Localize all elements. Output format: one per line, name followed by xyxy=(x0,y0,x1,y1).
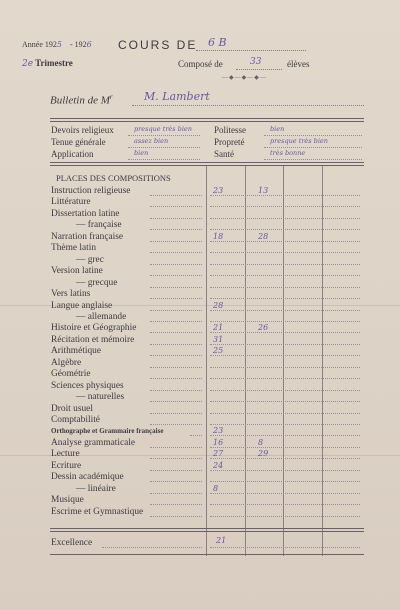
excellence-label: Excellence xyxy=(51,538,93,548)
course-value: 6 B xyxy=(208,36,227,49)
subject-label: Histoire et Géographie xyxy=(51,323,137,333)
conduct-label: Propreté xyxy=(214,137,245,147)
subject-label: Sciences physiques xyxy=(51,381,124,391)
subject-label: Littérature xyxy=(51,197,91,207)
score-first: 23 xyxy=(213,426,224,435)
score-first: 18 xyxy=(213,232,224,241)
students-label: élèves xyxy=(287,59,310,69)
conduct-value: bien xyxy=(134,149,149,157)
subject-label: — grec xyxy=(76,255,104,265)
subject-label: Musique xyxy=(51,495,84,505)
bulletin-label: Bulletin de $M^r$ xyxy=(50,93,113,107)
subject-label: Géométrie xyxy=(51,369,91,379)
class-size-value: 33 xyxy=(250,57,262,67)
score-first: 28 xyxy=(213,301,224,310)
subject-label: Droit usuel xyxy=(51,404,93,414)
conduct-label: Devoirs religieux xyxy=(51,125,114,135)
subject-label: Lecture xyxy=(51,449,80,459)
score-second: 26 xyxy=(258,323,269,332)
subject-label: Algèbre xyxy=(51,358,82,368)
conduct-label: Santé xyxy=(214,149,234,159)
ornament: —◆—◆—◆— xyxy=(222,75,267,81)
score-first: 23 xyxy=(213,186,224,195)
score-second: 28 xyxy=(258,232,269,241)
compositions-title: PLACES DES COMPOSITIONS xyxy=(56,173,171,183)
trimester: 2e Trimestre xyxy=(22,58,73,69)
student-name: M. Lambert xyxy=(144,90,210,103)
subject-label: Orthographe et Grammaire française xyxy=(51,427,164,435)
subject-label: Narration française xyxy=(51,232,124,242)
subject-label: Arithmétique xyxy=(51,346,101,356)
subject-label: Récitation et mémoire xyxy=(51,335,135,345)
class-size-label: Composé de xyxy=(178,59,223,69)
subject-label: Version latine xyxy=(51,266,103,276)
conduct-label: Tenue générale xyxy=(51,137,106,147)
subject-label: — linéaire xyxy=(76,484,116,494)
subject-label: Dessin académique xyxy=(51,472,124,482)
score-second: 8 xyxy=(258,438,264,447)
subject-label: — naturelles xyxy=(76,392,125,402)
conduct-value: assez bien xyxy=(134,137,169,145)
score-first: 27 xyxy=(213,449,224,458)
score-first: 25 xyxy=(213,346,224,355)
subject-label: Langue anglaise xyxy=(51,301,113,311)
score-second: 29 xyxy=(258,449,269,458)
score-first: 24 xyxy=(213,461,224,470)
subject-label: Vers latins xyxy=(51,289,91,299)
subject-label: — française xyxy=(76,220,122,230)
conduct-value: presque très bien xyxy=(270,137,328,145)
score-first: 21 xyxy=(213,323,224,332)
conduct-value: presque très bien xyxy=(134,125,192,133)
excellence-score: 21 xyxy=(216,536,227,545)
subject-label: Instruction religieuse xyxy=(51,186,131,196)
subject-label: — allemande xyxy=(76,312,127,322)
subject-label: Ecriture xyxy=(51,461,82,471)
subject-label: Comptabilité xyxy=(51,415,100,425)
conduct-label: Politesse xyxy=(214,125,247,135)
subject-label: — grecque xyxy=(76,278,118,288)
school-year: Année 1925 - 1926 xyxy=(22,40,92,49)
score-first: 31 xyxy=(213,335,224,344)
score-second: 13 xyxy=(258,186,269,195)
subject-label: Escrime et Gymnastique xyxy=(51,507,144,517)
conduct-label: Application xyxy=(51,149,94,159)
subject-label: Thème latin xyxy=(51,243,97,253)
conduct-value: très bonne xyxy=(270,149,306,157)
score-first: 8 xyxy=(213,484,219,493)
course-title: COURS DE xyxy=(118,38,198,52)
subject-label: Dissertation latine xyxy=(51,209,120,219)
score-first: 16 xyxy=(213,438,224,447)
conduct-value: bien xyxy=(270,125,285,133)
subject-label: Analyse grammaticale xyxy=(51,438,136,448)
